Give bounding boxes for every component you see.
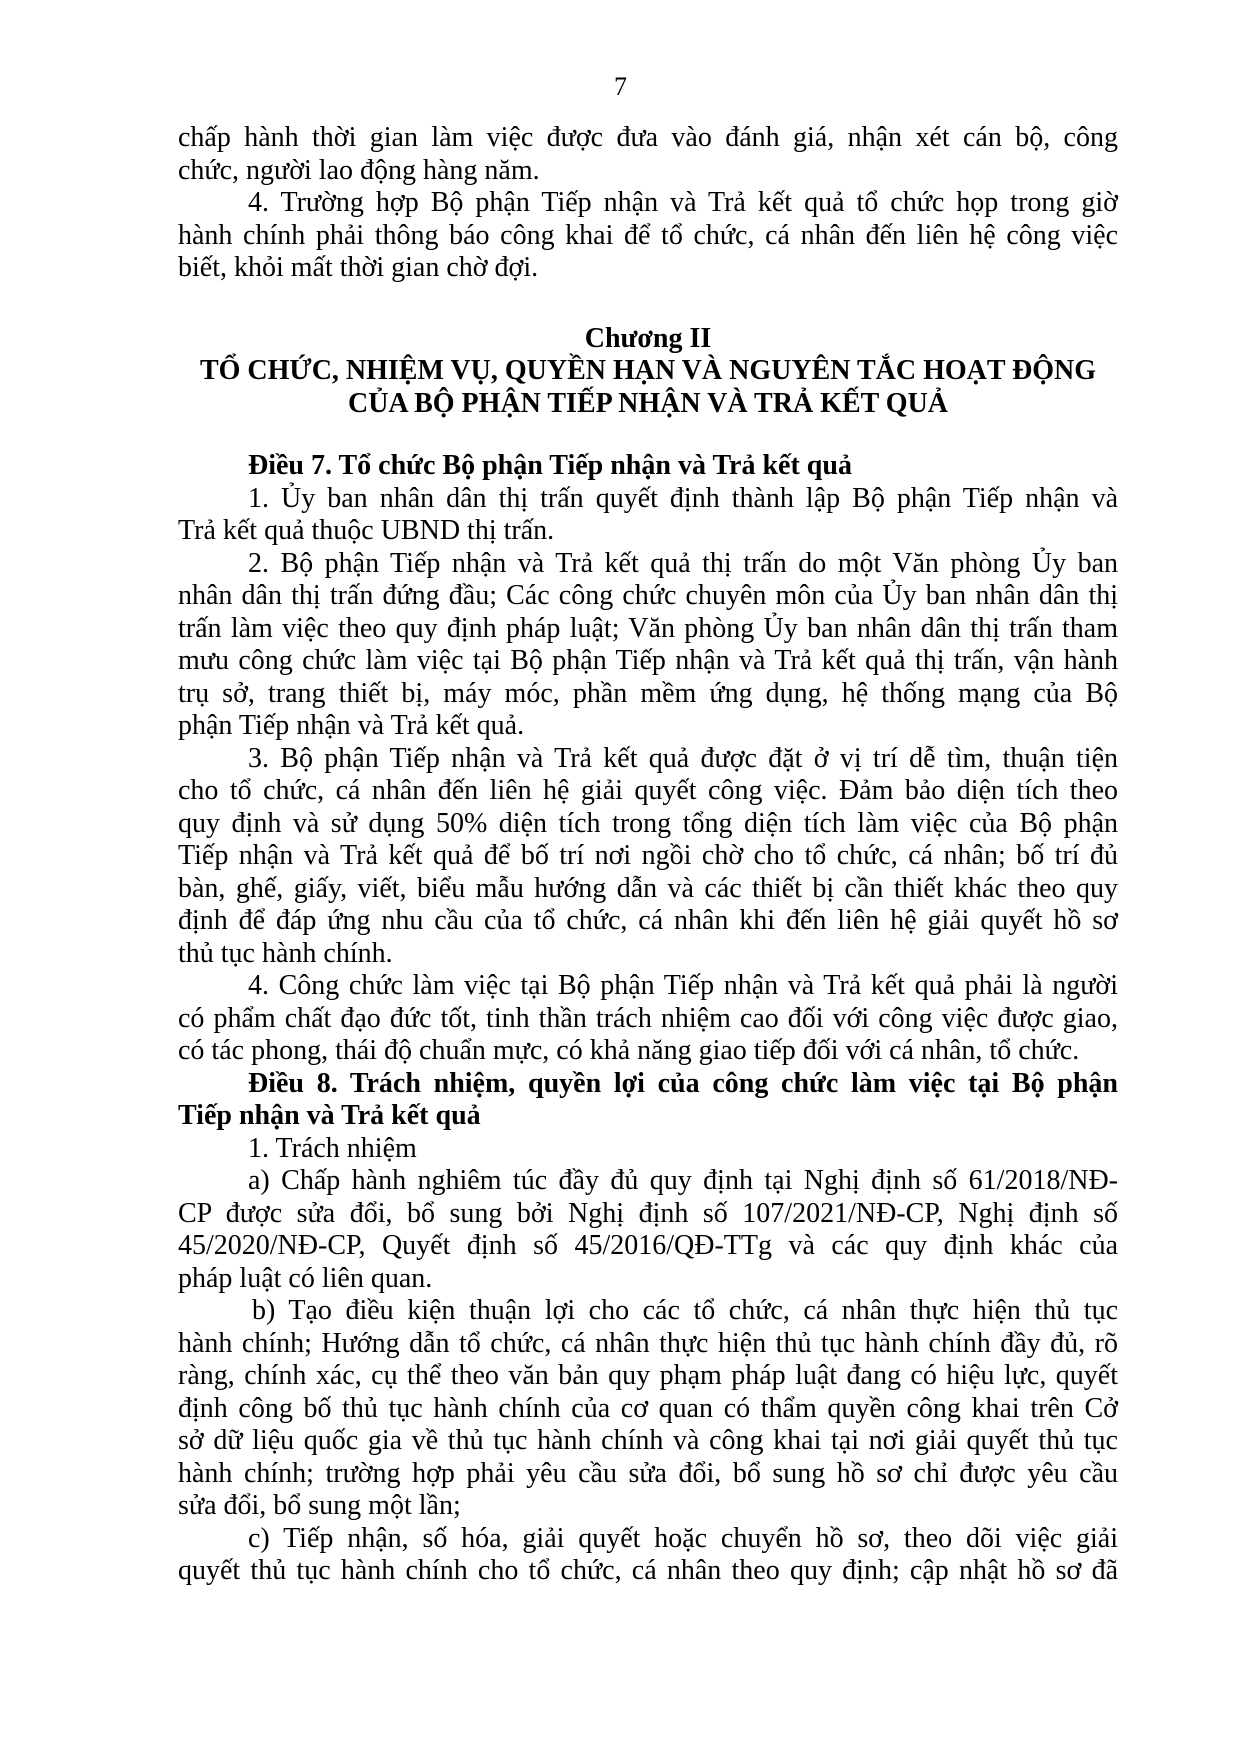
text-line: định để đáp ứng nhu cầu của tổ chức, cá nhân khi đến liên hệ giải quyết hồ sơ [178,905,1118,936]
text-line: 45/2020/NĐ-CP, Quyết định số 45/2016/QĐ-TTg và các quy định khác của [178,1230,1118,1261]
text-line: trấn làm việc theo quy định pháp luật; Văn phòng Ủy ban nhân dân thị trấn tham [178,612,1118,644]
chapter-heading [178,323,1118,421]
text-line: b) Tạo điều kiện thuận lợi cho các tổ chức, cá nhân thực hiện thủ tục [252,1295,1118,1326]
text-line: biết, khỏi mất thời gian chờ đợi. [178,252,539,283]
text-line: Tiếp nhận và Trả kết quả [178,1100,481,1131]
article-8-heading [178,1068,1118,1133]
article-8-item-c [178,1523,1118,1588]
text-line: hành chính; trường hợp phải yêu cầu sửa đổi, bổ sung hồ sơ chỉ được yêu cầu [178,1457,1118,1489]
chapter-title-line-1: TỔ CHỨC, NHIỆM VỤ, QUYỀN HẠN VÀ NGUYÊN TẮC HOẠT ĐỘNG [199,355,1097,386]
text-line: chấp hành thời gian làm việc được đưa vào đánh giá, nhận xét cán bộ, công [178,122,1118,153]
page-number: 7 [614,72,627,101]
text-line: hành chính phải thông báo công khai để tổ chức, cá nhân đến liên hệ công việc [178,219,1118,251]
text-line: 4. Trường hợp Bộ phận Tiếp nhận và Trả kết quả tổ chức họp trong giờ [248,187,1118,218]
chapter-title-line-2: CỦA BỘ PHẬN TIẾP NHẬN VÀ TRẢ KẾT QUẢ [347,387,949,419]
intro-paragraph-2 [178,187,1118,285]
text-line: 1. Trách nhiệm [248,1132,417,1164]
article-7-clause-4 [178,970,1118,1068]
text-line: Điều 8. Trách nhiệm, quyền lợi của công chức làm việc tại Bộ phận [248,1067,1118,1099]
text-line: 2. Bộ phận Tiếp nhận và Trả kết quả thị trấn do một Văn phòng Ủy ban [248,547,1118,579]
text-line: định công bố thủ tục hành chính của cơ quan có thẩm quyền công khai trên Cở [178,1392,1118,1424]
text-line: c) Tiếp nhận, số hóa, giải quyết hoặc chuyển hồ sơ, theo dõi việc giải [248,1522,1118,1554]
text-line: 3. Bộ phận Tiếp nhận và Trả kết quả được đặt ở vị trí dễ tìm, thuận tiện [248,742,1118,774]
text-line: sở dữ liệu quốc gia về thủ tục hành chính và công khai tại nơi giải quyết thủ tục [178,1425,1118,1456]
text-line: mưu công chức làm việc tại Bộ phận Tiếp nhận và Trả kết quả thị trấn, vận hành [178,645,1118,676]
article-7-clause-1 [178,483,1118,548]
article-7-clause-3 [178,743,1118,971]
text-line: chức, người lao động hàng năm. [178,154,540,186]
text-line: có tác phong, thái độ chuẩn mực, có khả năng giao tiếp đối với cá nhân, tổ chức. [178,1035,1080,1066]
article-7-heading [178,450,1118,483]
text-line: sửa đổi, bổ sung một lần; [178,1490,461,1521]
text-line: ràng, chính xác, cụ thể theo văn bản quy phạm pháp luật đang có hiệu lực, quyết [178,1360,1118,1391]
text-line: 4. Công chức làm việc tại Bộ phận Tiếp nhận và Trả kết quả phải là người [248,970,1118,1001]
document-body [178,122,1118,1588]
article-8-clause-1-title [178,1133,1118,1166]
text-line: thủ tục hành chính. [178,937,393,969]
text-line: bàn, ghế, giấy, viết, biểu mẫu hướng dẫn và các thiết bị cần thiết khác theo quy [178,872,1118,904]
text-line: Tiếp nhận và Trả kết quả để bố trí nơi ngồi chờ cho tổ chức, cá nhân; bố trí đủ [178,840,1118,871]
text-line: 1. Ủy ban nhân dân thị trấn quyết định thành lập Bộ phận Tiếp nhận và [248,482,1118,514]
article-8-item-b [178,1295,1118,1523]
chapter-label: Chương II [584,322,712,354]
text-line: pháp luật có liên quan. [178,1262,433,1294]
article-7-clause-2 [178,548,1118,743]
text-line: có phẩm chất đạo đức tốt, tinh thần trách nhiệm cao đối với công việc được giao, [178,1002,1118,1034]
text-line: nhân dân thị trấn đứng đầu; Các công chức chuyên môn của Ủy ban nhân dân thị [178,580,1118,611]
intro-paragraph-1 [178,122,1118,187]
text-line: cho tổ chức, cá nhân đến liên hệ giải quyết công việc. Đảm bảo diện tích theo [178,775,1118,806]
text-line: a) Chấp hành nghiêm túc đầy đủ quy định tại Nghị định số 61/2018/NĐ- [248,1165,1118,1196]
text-line: Điều 7. Tổ chức Bộ phận Tiếp nhận và Trả kết quả [248,450,852,481]
text-line: hành chính; Hướng dẫn tổ chức, cá nhân thực hiện thủ tục hành chính đầy đủ, rõ [178,1327,1118,1359]
text-line: CP được sửa đổi, bổ sung bởi Nghị định số 107/2021/NĐ-CP, Nghị định số [178,1197,1118,1229]
text-line: Trả kết quả thuộc UBND thị trấn. [178,515,555,546]
text-line: quy định và sử dụng 50% diện tích trong tổng diện tích làm việc của Bộ phận [178,807,1118,839]
article-8-item-a [178,1165,1118,1295]
text-line: phận Tiếp nhận và Trả kết quả. [178,710,525,741]
text-line: quyết thủ tục hành chính cho tổ chức, cá nhân theo quy định; cập nhật hồ sơ đã [178,1555,1118,1586]
text-line: trụ sở, trang thiết bị, máy móc, phần mềm ứng dụng, hệ thống mạng của Bộ [178,677,1118,709]
